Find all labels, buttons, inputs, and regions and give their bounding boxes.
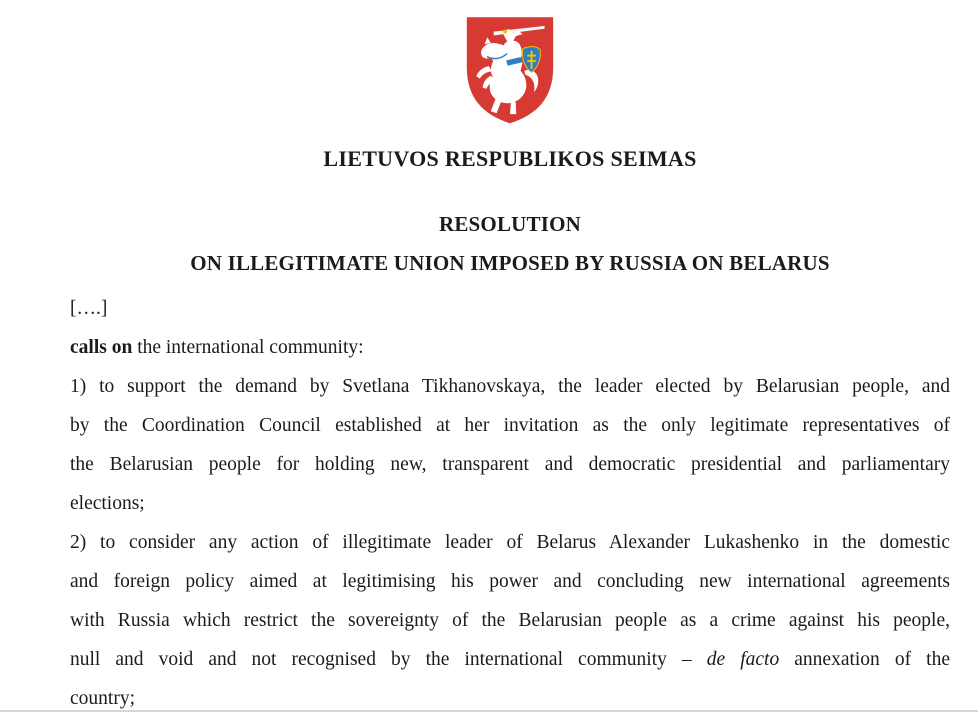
text-segment: 1) to support the demand by Svetlana Tikhanovskaya, the leader elected by Belarusian people, and: [70, 376, 950, 397]
text-segment: the Belarusian people for holding new, transparent and democratic presidential and parliamentary: [70, 454, 950, 475]
text-segment: and foreign policy aimed at legitimising his power and concluding new international agreements: [70, 571, 950, 592]
text-segment: de facto: [706, 649, 780, 670]
paragraph: [70, 523, 950, 714]
document-body: [70, 289, 950, 714]
document-line: [70, 445, 950, 484]
paragraph: [70, 289, 950, 328]
text-segment: country;: [70, 688, 135, 709]
document-line: [70, 289, 950, 328]
text-segment: [….]: [70, 298, 108, 319]
text-segment: calls on: [70, 337, 133, 358]
text-segment: annexation of the: [779, 649, 950, 670]
institution-name: LIETUVOS RESPUBLIKOS SEIMAS: [323, 146, 697, 171]
text-segment: elections;: [70, 493, 145, 514]
text-segment: 2) to consider any action of illegitimate leader of Belarus Alexander Lukashenko in the domestic: [70, 532, 950, 553]
paragraph: [70, 367, 950, 523]
paragraph: [70, 328, 950, 367]
document-line: [70, 679, 950, 714]
knight-helmet: [507, 32, 516, 41]
document-line: [70, 640, 950, 679]
document-line: [70, 523, 950, 562]
document-line: [70, 328, 950, 367]
document-type-heading: RESOLUTION: [438, 212, 582, 236]
text-segment: with Russia which restrict the sovereignty of the Belarusian people as a crime against his people,: [70, 610, 950, 631]
horse-hindleg-2: [510, 102, 516, 114]
document-title: ON ILLEGITIMATE UNION IMPOSED BY RUSSIA ON BELARUS: [190, 251, 830, 275]
document-line: [70, 562, 950, 601]
document-line: [70, 601, 950, 640]
text-segment: the international community:: [132, 337, 364, 358]
document-line: [70, 367, 950, 406]
sword-hilt: [503, 30, 507, 34]
text-segment: null and void and not recognised by the international community –: [70, 649, 707, 670]
text-segment: by the Coordination Council established at her invitation as the only legitimate representatives of: [70, 415, 950, 436]
document-line: [70, 484, 950, 523]
document-line: [70, 406, 950, 445]
coat-of-arms: [462, 14, 558, 126]
vytis-emblem-graphic: [462, 14, 558, 126]
